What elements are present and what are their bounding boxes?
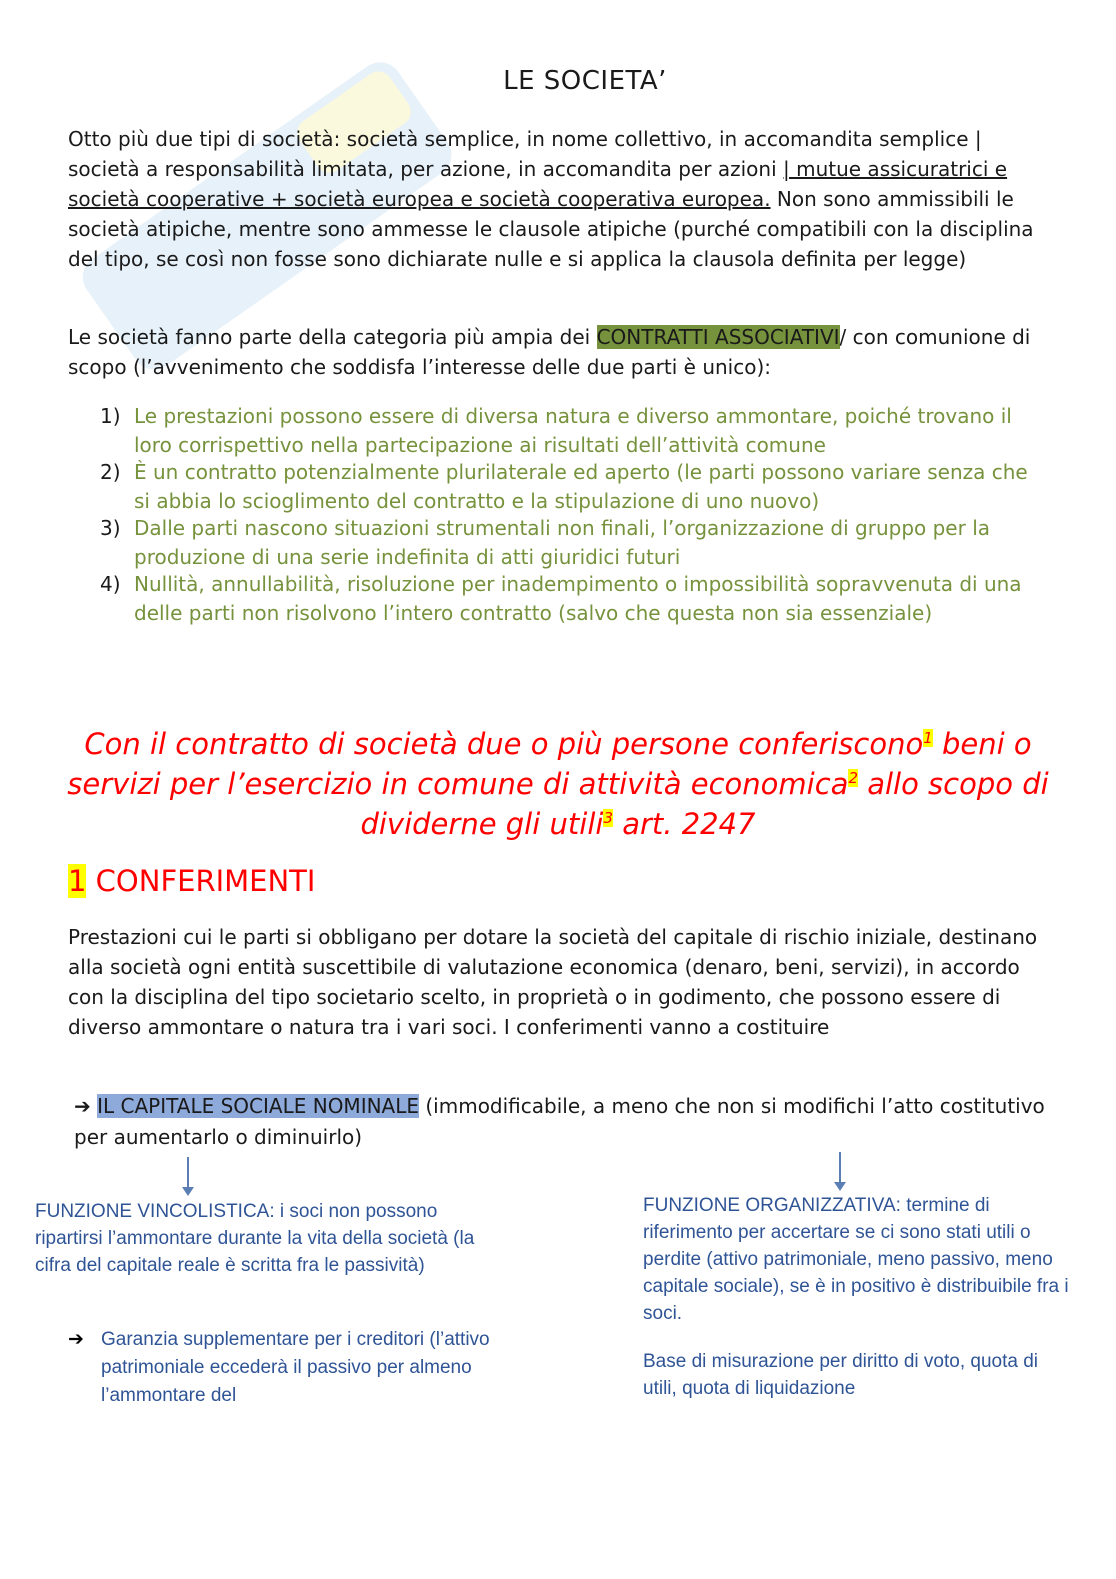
- conferimenti-paragraph: Prestazioni cui le parti si obbligano per dotare la società del capitale di rischio iniziale, destinano alla società ogni entità suscettibile di valutazione economica (denaro, beni, servizi), in accordo con la disciplina del tipo societario scelto, in proprietà o in godimento, che possono essere di diverso ammontare o natura tra i vari soci. I conferimenti vanno a costituire: [68, 925, 1038, 1039]
- intro-text-2: Non sono ammissibili le società atipiche, mentre sono ammesse le clausole atipiche (purché compatibili con la disciplina del tipo, se così non fosse sono dichiarate nulle e si applica la clausola definita per legge): [68, 187, 1034, 271]
- down-arrow-icon: [834, 1152, 846, 1192]
- definition-text-3: allo scopo di dividerne gli utili: [360, 767, 1049, 841]
- funzione-organizzativa: FUNZIONE ORGANIZZATIVA: termine di riferimento per accertare se ci sono stati utili o perdite (attivo patrimoniale, meno passivo, meno capitale sociale), se è in positivo è distribuibile fra i soci.: [643, 1195, 1069, 1324]
- intro-paragraph: [68, 124, 1053, 274]
- list-item-text: Nullità, annullabilità, risoluzione per inadempimento o impossibilità sopravvenuta di una delle parti non risolvono l’intero contratto (salvo che questa non sia essenziale): [134, 572, 1022, 625]
- right-arrow-icon: ➔: [68, 1329, 84, 1350]
- list-item: [100, 458, 1030, 516]
- page-title: LE SOCIETA’: [503, 66, 667, 96]
- list-item: [100, 570, 1030, 628]
- right-arrow-icon: ➔: [74, 1094, 91, 1118]
- garanzia-text: Garanzia supplementare per i creditori (l’attivo patrimoniale eccederà il passivo per almeno l’ammontare del: [101, 1329, 490, 1404]
- list-item: [100, 402, 1030, 460]
- footnote-marker: 1: [923, 729, 933, 748]
- list-item-number: 3): [100, 516, 121, 540]
- definition-text-4: art. 2247: [612, 807, 756, 841]
- associativi-before: Le società fanno parte della categoria più ampia dei: [68, 325, 597, 349]
- footnote-marker: 2: [848, 769, 858, 788]
- section-number: 1: [68, 864, 87, 898]
- capitale-highlight: IL CAPITALE SOCIALE NOMINALE: [97, 1094, 420, 1118]
- list-item-text: È un contratto potenzialmente plurilaterale ed aperto (le parti possono variare senza che si abbia lo scioglimento del contratto e la stipulazione di uno nuovo): [134, 460, 1028, 513]
- down-arrow-icon: [182, 1157, 194, 1197]
- definition-quote: [60, 724, 1056, 844]
- garanzia-bullet: [68, 1326, 508, 1404]
- capitale-after: (immodificabile, a meno che non si modifichi l’atto costitutivo per aumentarlo o diminuirlo): [74, 1094, 1045, 1149]
- funzione-vincolistica: FUNZIONE VINCOLISTICA: i soci non possono ripartirsi l’ammontare durante la vita della società (la cifra del capitale reale è scritta fra le passività): [35, 1201, 475, 1276]
- intro-underlined-text: | mutue assicuratrici e società cooperative + società europea e società cooperativa europea.: [68, 157, 1008, 211]
- list-item-text: Dalle parti nascono situazioni strumentali non finali, l’organizzazione di gruppo per la produzione di una serie indefinita di atti giuridici futuri: [134, 516, 991, 569]
- associativi-highlight: CONTRATTI ASSOCIATIVI: [596, 325, 840, 349]
- associativi-paragraph: [68, 322, 1053, 382]
- capitale-line: [74, 1091, 1059, 1153]
- section-title: CONFERIMENTI: [86, 864, 316, 898]
- definition-text-2: beni o servizi per l’esercizio in comune di attività economica: [67, 727, 1032, 801]
- features-list: [100, 402, 1030, 626]
- intro-text-1: Otto più due tipi di società: società semplice, in nome collettivo, in accomandita semplice | società a responsabilità limitata, per azione, in accomandita per azioni: [68, 127, 982, 181]
- list-item-text: Le prestazioni possono essere di diversa natura e diverso ammontare, poiché trovano il loro corrispettivo nella partecipazione ai risultati dell’attività comune: [134, 404, 1012, 457]
- list-item: [100, 514, 1030, 572]
- footnote-marker: 3: [603, 809, 613, 828]
- base-misurazione: Base di misurazione per diritto di voto, quota di utili, quota di liquidazione: [643, 1351, 1038, 1399]
- list-item-number: 1): [100, 404, 121, 428]
- section-heading-conferimenti: [68, 864, 315, 898]
- associativi-after: / con comunione di scopo (l’avvenimento che soddisfa l’interesse delle due parti è unico):: [68, 325, 1031, 379]
- list-item-number: 2): [100, 460, 121, 484]
- list-item-number: 4): [100, 572, 121, 596]
- definition-text-1: Con il contratto di società due o più persone conferiscono: [84, 727, 924, 761]
